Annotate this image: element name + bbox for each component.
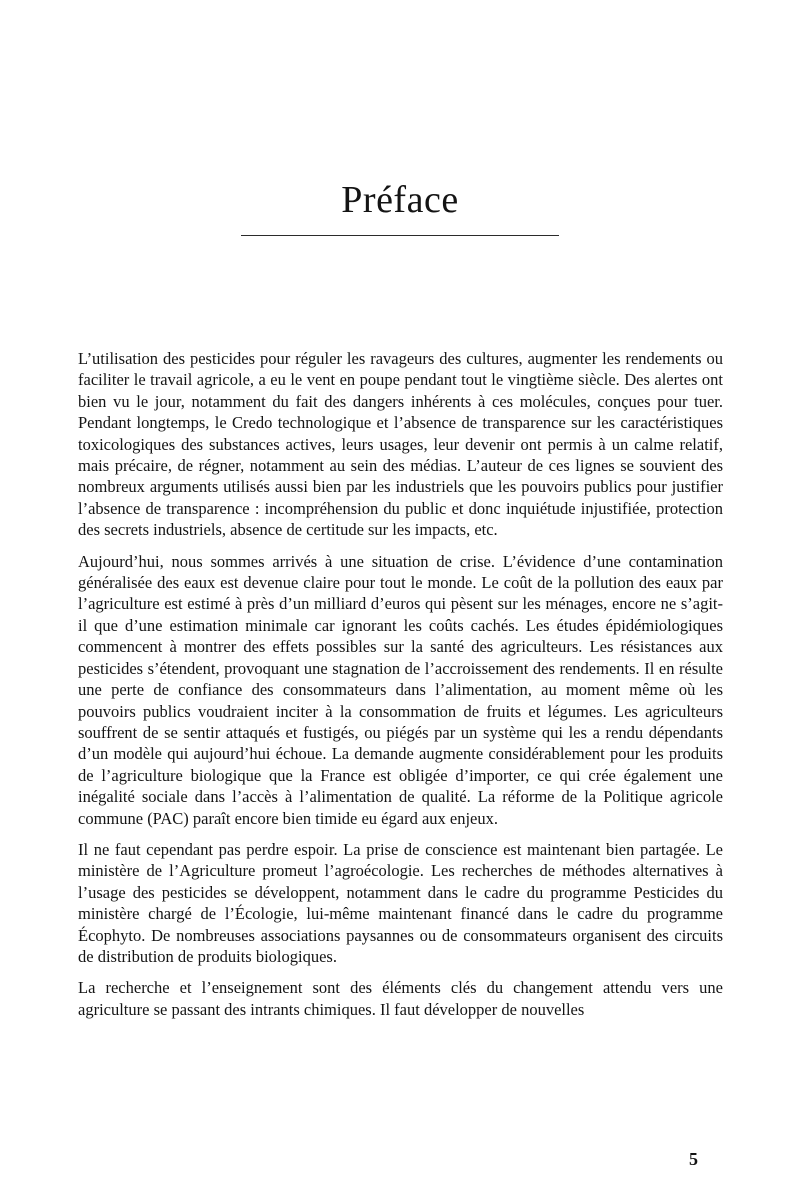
- paragraph: Il ne faut cependant pas perdre espoir. La prise de conscience est maintenant bien partagée. Le ministère de l’Agriculture promeut l’agroécologie. Les recherches de méthodes alternatives à l’usage des pesticides se développent, notamment dans le cadre du programme Pesticides du ministère chargé de l’Écologie, lui-même maintenant financé dans le cadre du programme Écophyto. De nombreuses associations paysannes ou de consommateurs organisent des circuits de distribution de produits biologiques.: [78, 839, 723, 966]
- paragraph: Aujourd’hui, nous sommes arrivés à une situation de crise. L’évidence d’une contamination généralisée des eaux est devenue claire pour tout le monde. Le coût de la pollution des eaux par l’agriculture est estimé à près d’un milliard d’euros qui pèsent sur les ménages, encore ne s’agit-il que d’une estimation minimale car ignorant les coûts cachés. Les études épidémiologiques commencent à montrer des effets possibles sur la santé des agriculteurs. Les résistances aux pesticides s’étendent, provoquant une stagnation de l’accroissement des rendements. Il en résulte une perte de confiance des consommateurs dans l’alimentation, au moment même où les pouvoirs publics voudraient inciter à la consommation de fruits et légumes. Les agriculteurs souffrent de se sentir attaqués et fustigés, ou piégés par un système qui les a rendu dépendants d’un modèle qui aujourd’hui échoue. La demande augmente considérablement pour les produits de l’agriculture biologique que la France est obligée d’importer, ce qui crée également une inégalité sociale dans l’accès à l’alimentation de qualité. La réforme de la Politique agricole commune (PAC) paraît encore bien timide eu égard aux enjeux.: [78, 551, 723, 828]
- page-title: Préface: [341, 179, 459, 221]
- page-number: 5: [689, 1149, 698, 1169]
- paragraph: La recherche et l’enseignement sont des éléments clés du changement attendu vers une agriculture se passant des intrants chimiques. Il faut développer de nouvelles: [78, 978, 723, 1019]
- title-underline-rule: [241, 235, 559, 236]
- body-text: [78, 348, 723, 1030]
- chapter-title-block: [0, 178, 800, 236]
- paragraph: L’utilisation des pesticides pour réguler les ravageurs des cultures, augmenter les rendements ou faciliter le travail agricole, a eu le vent en poupe pendant tout le vingtième siècle. Des alertes ont bien vu le jour, notamment du fait des dangers inhérents à ces molécules, conçues pour tuer. Pendant longtemps, le Credo technologique et l’absence de transparence sur les caractéristiques toxicologiques des substances actives, leurs usages, leur devenir ont permis à un calme relatif, mais précaire, de régner, notamment au sein des médias. L’auteur de ces lignes se souvient des nombreux arguments utilisés aussi bien par les industriels que les pouvoirs publics pour justifier l’absence de transparence : incompréhension du public et donc inquiétude injustifiée, protection des secrets industriels, absence de certitude sur les impacts, etc.: [78, 349, 723, 540]
